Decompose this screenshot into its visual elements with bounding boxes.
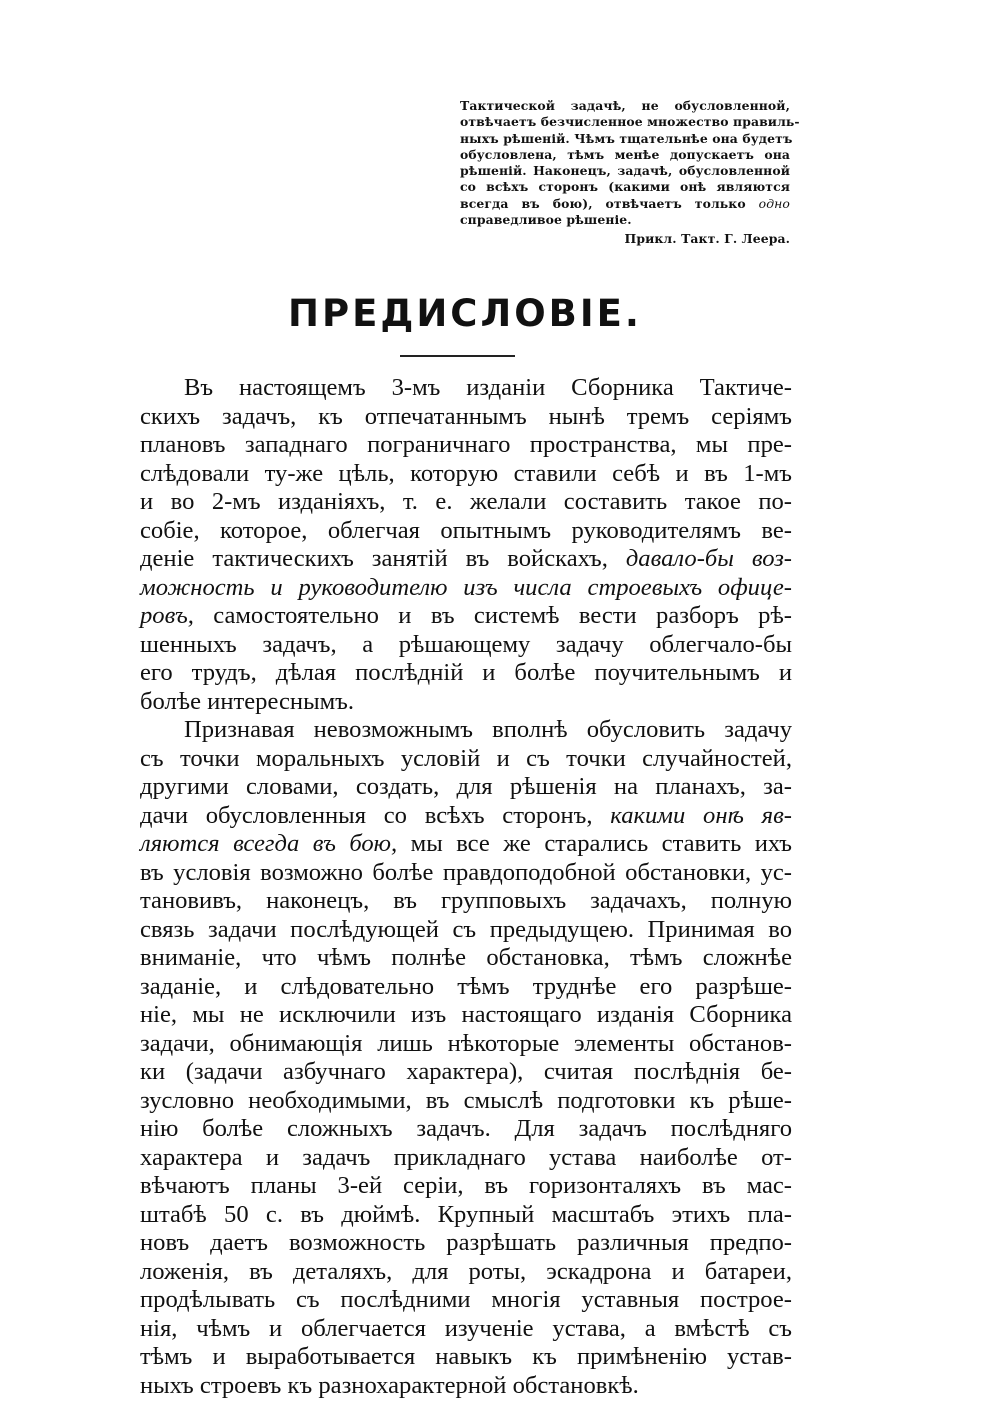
text-line: тѣмъ и выработывается навыкъ къ примѣненію устав- — [140, 1343, 792, 1370]
text-line: нію болѣе сложныхъ задачъ. Для задачъ послѣдняго — [140, 1115, 792, 1142]
body-text — [140, 374, 792, 1400]
epigraph-line: обусловлена, тѣмъ менѣе допускаетъ она — [460, 146, 790, 162]
text-line: съ точки моральныхъ условій и съ точки случайностей, — [140, 744, 792, 772]
text-line-mixed — [140, 802, 792, 831]
text-line: его трудъ, дѣлая послѣдній и болѣе поучительнымъ и — [140, 659, 792, 686]
text-line: Въ настоящемъ 3-мъ изданіи Сборника Тактиче- — [184, 374, 792, 401]
text-line: шенныхъ задачъ, а рѣшающему задачу облегчало-бы — [140, 630, 792, 658]
text-segment-italic: какими онѣ яв- — [610, 801, 792, 829]
text-segment: деніе тактическихъ занятій въ войскахъ, — [140, 545, 608, 572]
text-segment-italic: ровъ, — [140, 602, 194, 629]
epigraph-line: справедливое рѣшеніе. — [460, 212, 632, 228]
text-line: скихъ задачъ, къ отпечатаннымъ нынѣ тремъ серіямъ — [140, 402, 792, 430]
text-line: зусловно необходимыми, въ смыслѣ подготовки къ рѣше- — [140, 1086, 792, 1114]
text-line: въ условія возможно болѣе правдоподобной обстановки, ус- — [140, 858, 792, 886]
text-line: тановивъ, наконецъ, въ групповыхъ задачахъ, полную — [140, 887, 792, 914]
text-segment-italic: давало-бы воз- — [625, 545, 792, 572]
epigraph-line: Тактической задачѣ, не обусловленной, — [460, 98, 790, 113]
title-divider — [400, 355, 515, 357]
text-line: ложенія, въ деталяхъ, для роты, эскадрона и батареи, — [140, 1257, 792, 1285]
page-title: ПРЕДИСЛОВІЕ. — [288, 292, 642, 335]
epigraph-line: рѣшеній. Наконецъ, задачѣ, обусловленной — [460, 163, 790, 179]
text-segment: мы все же старались ставить ихъ — [410, 830, 792, 857]
text-line: продѣлывать съ послѣдними многія уставныя построе- — [140, 1286, 792, 1313]
epigraph — [460, 98, 800, 248]
text-line: вниманіе, что чѣмъ полнѣе обстановка, тѣмъ сложнѣе — [140, 944, 792, 971]
epigraph-line-with-emphasis — [460, 196, 790, 212]
text-segment: самостоятельно и въ системѣ вести разборъ рѣ- — [213, 602, 792, 629]
text-line: ніе, мы не исключили изъ настоящаго изданія Сборника — [140, 1001, 792, 1028]
epigraph-line: ныхъ рѣшеній. Чѣмъ тщательнѣе она будетъ — [460, 130, 793, 146]
text-line: нія, чѣмъ и облегчается изученіе устава, а вмѣстѣ съ — [140, 1314, 792, 1342]
text-line: слѣдовали ту-же цѣль, которую ставили себѣ и въ 1-мъ — [140, 459, 792, 487]
text-line: Признавая невозможнымъ вполнѣ обусловить задачу — [184, 716, 792, 743]
text-segment-italic: ляются всегда въ бою, — [140, 830, 398, 857]
text-line: болѣе интереснымъ. — [140, 687, 355, 715]
text-line: собіе, которое, облегчая опытнымъ руководителямъ ве- — [140, 516, 792, 544]
text-line: заданіе, и слѣдовательно тѣмъ труднѣе его разрѣше- — [140, 972, 792, 1000]
text-line: характера и задачъ прикладнаго устава наиболѣе от- — [140, 1143, 792, 1171]
text-line: плановъ западнаго пограничнаго пространства, мы пре- — [140, 431, 792, 458]
text-line: и во 2-мъ изданіяхъ, т. е. желали составить такое по- — [140, 488, 792, 515]
text-line: новъ даетъ возможность разрѣшать различныя предпо- — [140, 1229, 792, 1256]
text-line: ныхъ строевъ къ разнохарактерной обстановкѣ. — [140, 1371, 639, 1399]
text-line-mixed — [140, 830, 792, 859]
text-line: штабѣ 50 с. въ дюймѣ. Крупный масштабъ этихъ пла- — [140, 1200, 792, 1228]
epigraph-line: отвѣчаетъ безчисленное множество правиль- — [460, 114, 800, 130]
text-line: ки (задачи азбучнаго характера), считая послѣднія бе- — [140, 1058, 792, 1085]
epigraph-attribution: Прикл. Такт. Г. Леера. — [624, 231, 790, 247]
epigraph-line: со всѣхъ сторонъ (какими онѣ являются — [460, 179, 790, 195]
text-line-mixed — [140, 545, 792, 574]
text-line: другими словами, создать, для рѣшенія на планахъ, за- — [140, 773, 792, 800]
epigraph-emphasis: одно — [758, 195, 790, 211]
text-line: вѣчаютъ планы 3-ей серіи, въ горизонталяхъ въ мас- — [140, 1172, 792, 1199]
text-segment: дачи обусловленныя со всѣхъ сторонъ, — [140, 801, 593, 829]
text-line: задачи, обнимающія лишь нѣкоторые элементы обстанов- — [140, 1029, 792, 1057]
text-line: связь задачи послѣдующей съ предыдущею. Принимая во — [140, 915, 792, 943]
epigraph-line: всегда въ бою), отвѣчаетъ только — [460, 195, 746, 211]
text-line-mixed — [140, 602, 792, 631]
text-line-italic: можность и руководителю изъ числа строевыхъ офице- — [140, 573, 792, 601]
